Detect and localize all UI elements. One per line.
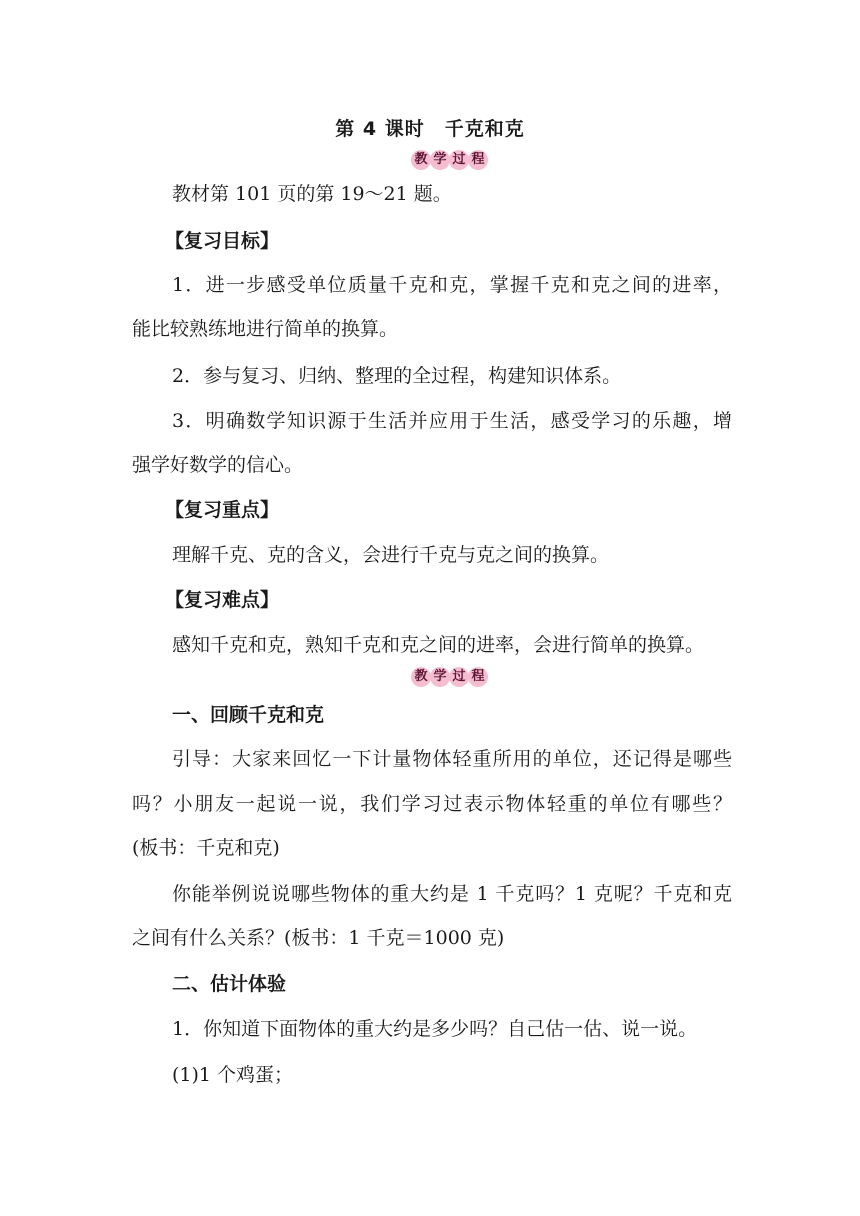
goal-1-line-2: 能比较熟练地进行简单的换算。 [132,318,399,340]
goal-1-line-1: 1．进一步感受单位质量千克和克，掌握千克和克之间的进率， [172,274,732,296]
section-2-question-1-item-1: (1)1 个鸡蛋； [172,1064,294,1086]
difficulties-text: 感知千克和克，熟知千克和克之间的进率，会进行简单的换算。 [172,634,705,656]
section-1-p1-line-1: 引导：大家来回忆一下计量物体轻重所用的单位，还记得是哪些 [172,748,732,770]
key-points-text: 理解千克、克的含义，会进行千克与克之间的换算。 [172,544,610,566]
key-points-heading: 【复习重点】 [165,499,280,521]
section-2-question-1: 1．你知道下面物体的重大约是多少吗？自己估一估、说一说。 [172,1018,698,1040]
review-goals-heading: 【复习目标】 [165,230,280,252]
section-1-p2-line-2: 之间有什么关系？(板书：1 千克＝1000 克) [132,927,505,949]
intro-text: 教材第 101 页的第 19～21 题。 [172,183,452,205]
section-1-heading: 一、回顾千克和克 [172,704,325,726]
goal-3-line-1: 3．明确数学知识源于生活并应用于生活，感受学习的乐趣，增 [172,410,732,432]
section-1-p1-line-3: (板书：千克和克) [132,837,280,859]
teaching-process-badge-top: 教 学 过 程 [411,150,489,172]
goal-2: 2．参与复习、归纳、整理的全过程，构建知识体系。 [172,365,622,387]
section-1-p1-line-2: 吗？小朋友一起说一说，我们学习过表示物体轻重的单位有哪些？ [132,793,732,815]
difficulties-heading: 【复习难点】 [165,589,280,611]
lesson-title: 第 4 课时 千克和克 [335,118,525,140]
goal-3-line-2: 强学好数学的信心。 [132,454,304,476]
section-1-p2-line-1: 你能举例说说哪些物体的重大约是 1 千克吗？1 克呢？千克和克 [172,883,732,905]
section-2-heading: 二、估计体验 [172,973,287,995]
teaching-process-badge-mid: 教 学 过 程 [411,667,489,689]
